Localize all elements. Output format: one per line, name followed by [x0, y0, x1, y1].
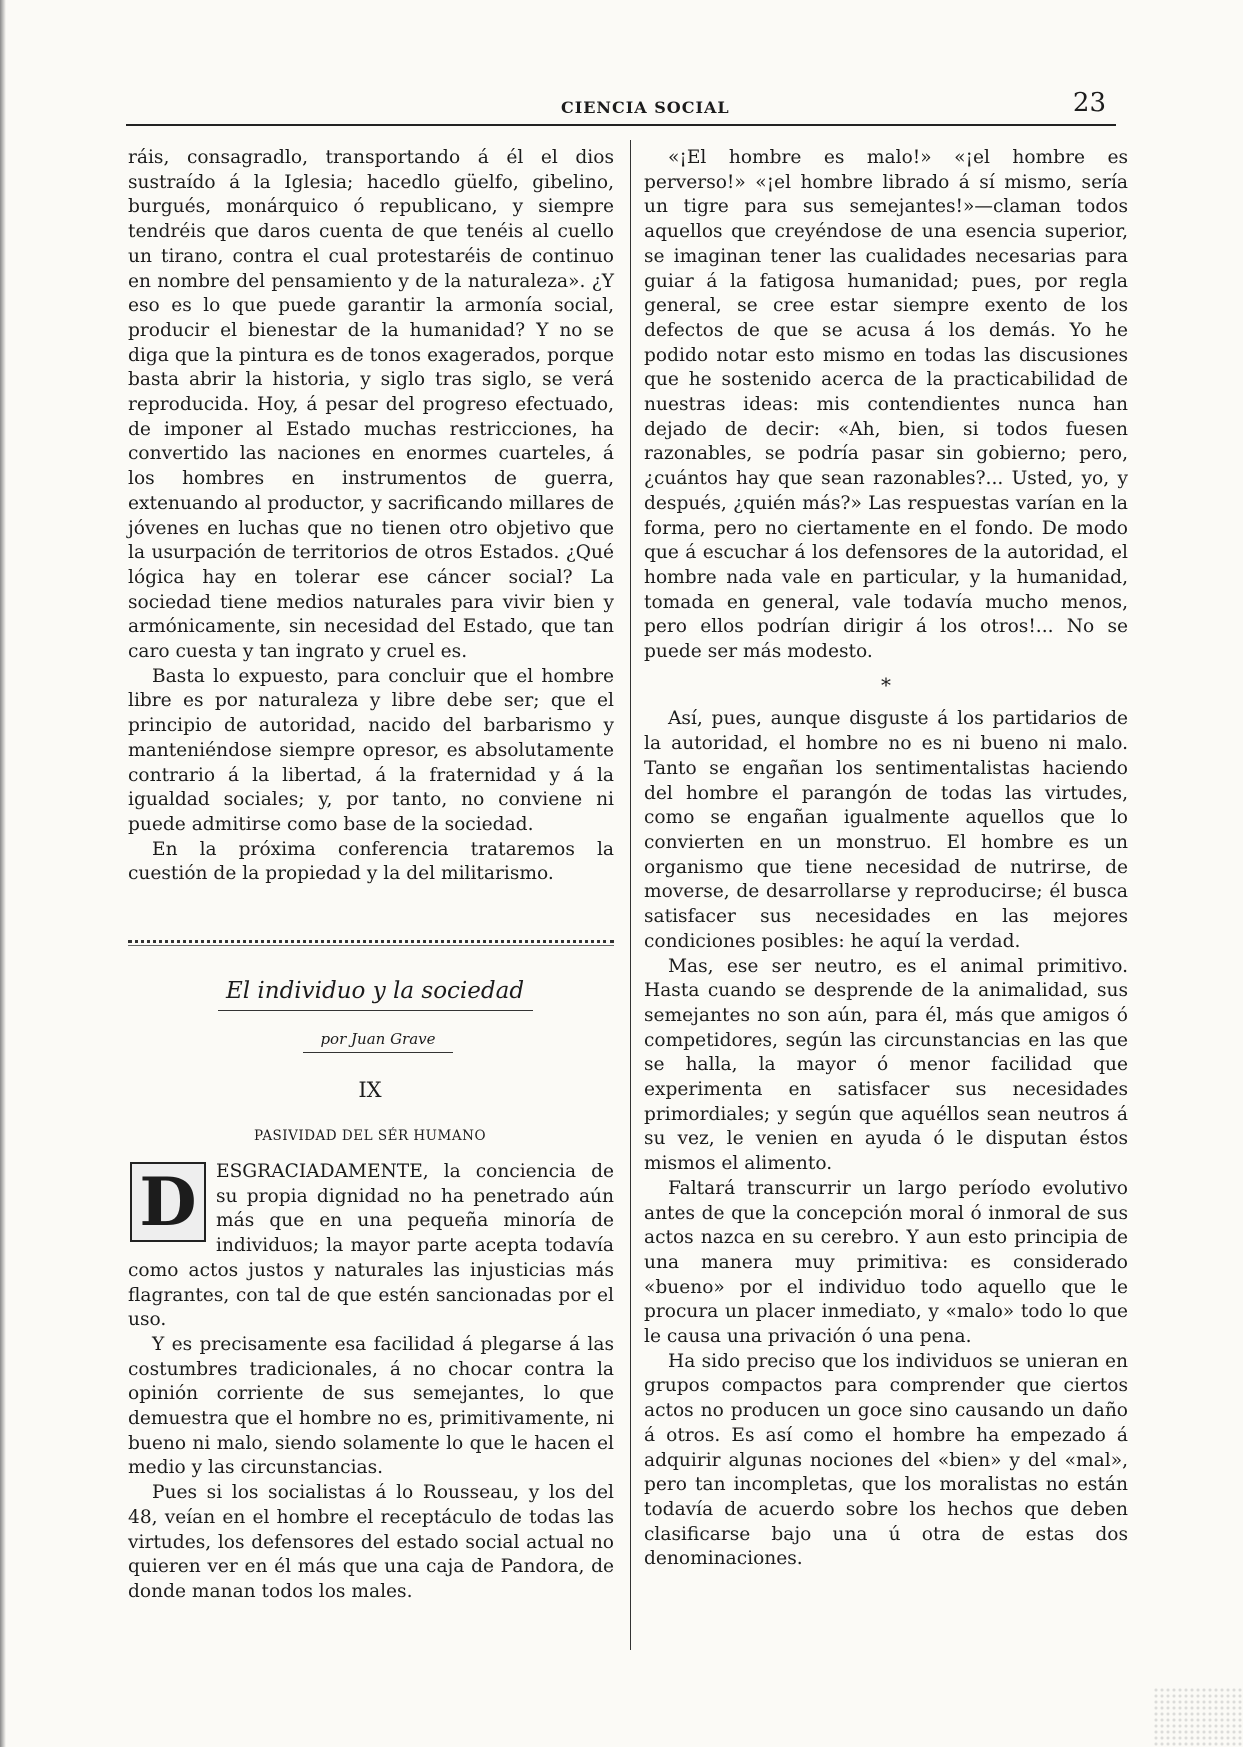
right-column: [644, 146, 1128, 1572]
paragraph: «¡El hombre es malo!» «¡el hombre es perverso!» «¡el hombre librado á sí mismo, sería un tigre para sus semejantes!»—claman todos aquellos que creyéndose de una esencia superior, se imaginan tener las cualidades necesarias para guiar á la fatigosa humanidad; pues, por regla general, se cree estar siempre exento de los defectos de que se acusa á los demás. Yo he podido notar esto mismo en todas las discusiones que he sostenido acerca de la practicabilidad de nuestras ideas: mis contendientes nunca han dejado de decir: «Ah, bien, si todos fuesen razonables, se podría pasar sin gobierno; pero, ¿cuántos hay que sean razonables?... Usted, yo, y después, ¿quién más?» Las respuestas varían en la forma, pero no ciertamente en el fondo. De modo que á escuchar á los defensores de la autoridad, el hombre nada vale en particular, y la humanidad, tomada en general, vale todavía mucho menos, pero ellos podrían dirigir á los otros!... No se puede ser más modesto.: [644, 147, 1128, 663]
scan-edge-shadow: [0, 0, 6, 1747]
article-body-left: [128, 1160, 614, 1605]
column-divider: [630, 140, 631, 1650]
first-word: ESGRACIADAMENTE,: [216, 1161, 429, 1182]
paragraph: Así, pues, aunque disguste á los partidarios de la autoridad, el hombre no es ni bueno ni malo. Tanto se engañan los sentimentalistas haciendo del hombre el parangón de todas las virtudes, como se engañan igualmente aquellos que lo convierten en un monstruo. El hombre es un organismo que tiene necesidad de nutrirse, de moverse, de desarrollarse y reproducirse; él busca satisfacer sus necesidades en las mejores condiciones posibles: he aquí la verdad.: [644, 708, 1128, 952]
first-paragraph: [128, 1160, 614, 1333]
scan-noise: [1153, 1687, 1243, 1747]
section-subtitle: PASIVIDAD DEL SÉR HUMANO: [253, 1128, 487, 1144]
journal-title: CIENCIA SOCIAL: [561, 98, 730, 117]
paragraph: Mas, ese ser neutro, es el animal primitivo. Hasta cuando se desprende de la animalidad, sus semejantes no son aún, para él, más que amigos ó competidores, según las circunstancias en las que se halla, la mayor ó menor facilidad que experimenta en satisfacer sus necesidades primordiales; y según que aquéllos sean neutros á su vez, le venien en ayuda ó le disputan éstos mismos el alimento.: [644, 955, 1128, 1175]
paragraph-text: la conciencia de su propia dignidad no ha penetrado aún más que en una pequeña minoría de individuos; la mayor parte acepta todavía como actos justos y naturales las injusticias más flagrantes, con tal de que estén sancionadas por el uso.: [128, 1161, 614, 1331]
page-number: 23: [1072, 88, 1106, 118]
left-column-continuation: [128, 146, 614, 887]
page-header: [126, 88, 1116, 126]
paragraph: Basta lo expuesto, para concluir que el hombre libre es por naturaleza y libre debe ser; que el principio de autoridad, nacido del barbarismo y manteniéndose siempre opresor, es absolutamente contrario á la libertad, á la fraternidad y á la igualdad sociales; y, por tanto, no conviene ni puede admitirse como base de la sociedad.: [128, 665, 614, 835]
section-separator: *: [881, 672, 891, 697]
paragraph: Pues si los socialistas á lo Rousseau, y los del 48, veían en el hombre el receptáculo de todas las virtudes, los defensores del estado social actual no quieren ver en él más que una caja de Pandora, de donde manan todos los males.: [128, 1482, 614, 1602]
section-number: IX: [358, 1078, 382, 1102]
paragraph: En la próxima conferencia trataremos la cuestión de la propiedad y la del militarismo.: [128, 838, 614, 885]
paragraph: Faltará transcurrir un largo período evolutivo antes de que la concepción moral ó inmoral de sus actos nazca en su cerebro. Y aun esto principia de una manera muy primitiva: es considerado «bueno» por el individuo todo aquello que le procura un placer inmediato, y «malo» todo lo que le causa una privación ó una pena.: [644, 1177, 1128, 1348]
title-underline: [218, 1010, 533, 1011]
article-author: por Juan Grave: [320, 1030, 436, 1048]
ornamental-rule-line: [128, 945, 614, 946]
paragraph: Y es precisamente esa facilidad á plegarse á las costumbres tradicionales, á no chocar contra la opinión corriente de sus semejantes, lo que demuestra que el hombre no es, primitivamente, ni bueno ni malo, siendo solamente lo que le hacen el medio y las circunstancias.: [128, 1333, 614, 1479]
article-title: El individuo y la sociedad: [225, 978, 525, 1004]
author-underline: [303, 1052, 453, 1053]
paragraph: ráis, consagradlo, transportando á él el dios sustraído á la Iglesia; hacedlo güelfo, gibelino, burgués, monárquico ó republicano, y siempre tendréis que daros cuenta de que tenéis al cuello un tirano, contra el cual protestaréis de continuo en nombre del pensamiento y de la naturaleza». ¿Y eso es lo que puede garantir la armonía social, producir el bienestar de la humanidad? Y no se diga que la pintura es de tonos exagerados, porque basta abrir la historia, y siglo tras siglo, se verá reproducida. Hoy, á pesar del progreso efectuado, de imponer al Estado muchas restricciones, ha convertido las naciones en enormes cuarteles, á los hombres en instrumentos de guerra, extenuando al productor, y sacrificando millares de jóvenes en luchas que no tienen otro objetivo que la usurpación de territorios de otros Estados. ¿Qué lógica hay en tolerar ese cáncer social? La sociedad tiene medios naturales para vivir bien y armónicamente, sin necesidad del Estado, que tan caro cuesta y tan ingrato y cruel es.: [128, 147, 614, 663]
drop-cap: D: [130, 1162, 206, 1242]
paragraph: Ha sido preciso que los individuos se unieran en grupos compactos para comprender que ciertos actos no producen un goce sino causando un daño á otros. Es así como el hombre ha empezado á adquirir algunas nociones del «bien» y del «mal», pero tan incompletas, que los moralistas no están todavía de acuerdo sobre los hechos que deben clasificarse bajo una ú otra de estas dos denominaciones.: [644, 1350, 1128, 1570]
